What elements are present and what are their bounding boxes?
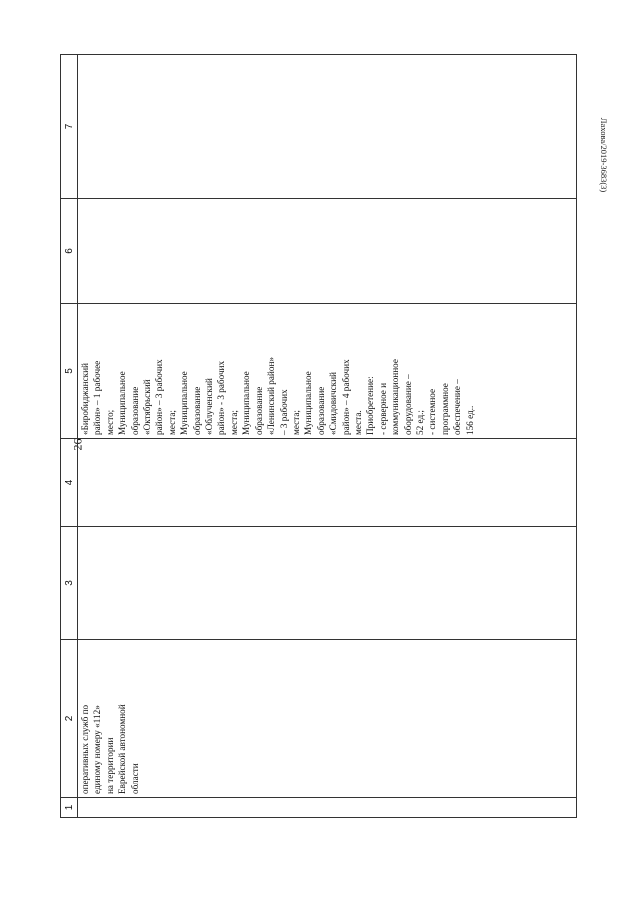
rotated-table-container [60,55,577,818]
cell-col-3-text [78,527,80,639]
document-reference: Лахова/2019-3683(3) [599,117,609,193]
header-col-4: 4 [61,439,78,527]
header-col-1: 1 [61,798,78,818]
cell-col-6-text [78,199,80,303]
cell-col-7-text [78,55,80,198]
doc-ref-wrap [597,55,611,255]
cell-col-1 [78,798,577,818]
header-col-6: 6 [61,199,78,304]
cell-col-6 [78,199,577,304]
header-col-3: 3 [61,527,78,640]
table-header-row [61,55,78,818]
header-col-5: 5 [61,304,78,439]
cell-col-4 [78,439,577,527]
cell-col-2 [78,640,577,798]
header-col-7: 7 [61,55,78,199]
cell-col-5-text: «Биробиджанский район» – 1 рабочее место; Муниципальное образование «Октябрьский район» – 3 рабочих места; Муниципальное образование «Облученский район» - 3 рабочих места; Муниципальное образование «Ленинский район» – 3 рабочих места; Муниципальное образование «Смидовичский район» – 4 рабочих места. Приобретение: - серверное и коммуникационное оборудование – 52 ед.; - системное программное обеспечение – 156 ед.. [80,357,475,435]
cell-col-7 [78,55,577,199]
page-number: 26 [70,438,85,451]
data-table [60,54,577,818]
cell-col-1-text [78,798,80,817]
cell-col-2-text: оперативных служб по единому номеру «112» на территории Еврейской автономной области [80,704,140,794]
cell-col-3 [78,527,577,640]
table-row [78,55,577,818]
table-frame [60,55,577,818]
header-col-2: 2 [61,640,78,798]
cell-col-5 [78,304,577,439]
cell-col-4-text [78,439,80,526]
